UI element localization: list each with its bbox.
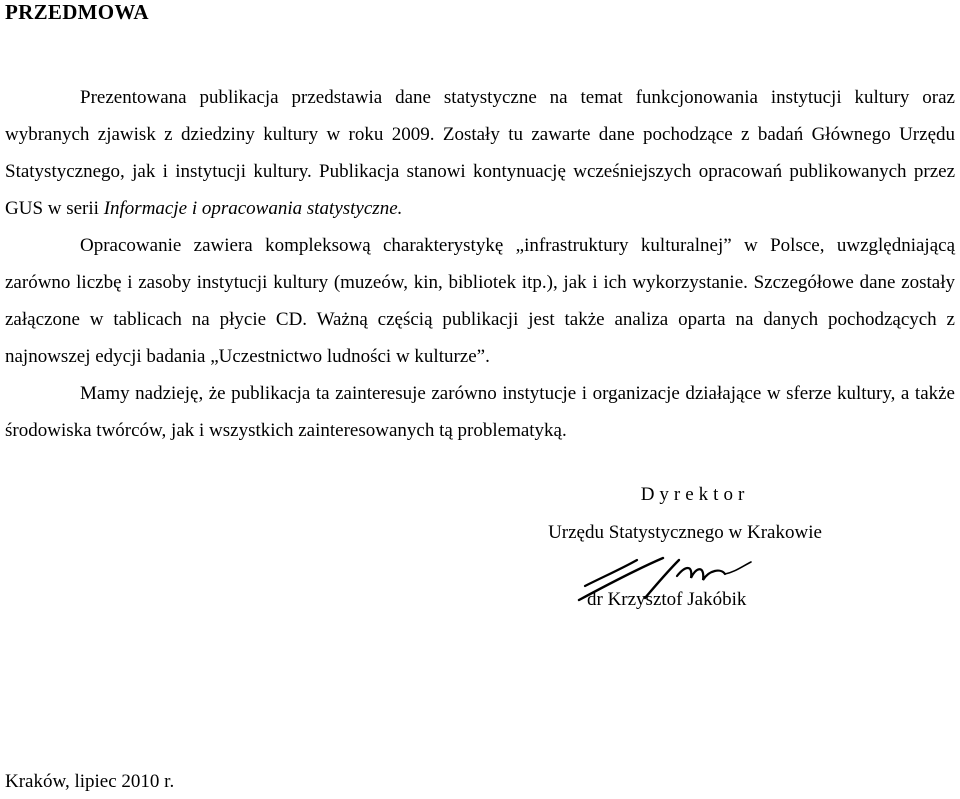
paragraph-2-text: Opracowanie zawiera kompleksową charakterystykę „infrastruktury kulturalnej” w Polsce, uwzględniającą zarówno liczbę i zasoby instytucji kultury (muzeów, kin, bibliotek itp.), jak i ich wykorzystanie. Szczegółowe dane zostały załączone w tablicach na płycie CD. Ważną częścią publikacji jest także analiza oparta na danych pochodzących z najnowszej edycji badania „Uczestnictwo ludności w kulturze”. (5, 235, 955, 367)
page-title: PRZEDMOWA (5, 0, 149, 24)
paragraph-2 (5, 227, 955, 375)
signature-title: Dyrektor (640, 484, 750, 505)
signature-office: Urzędu Statystycznego w Krakowie (548, 522, 822, 543)
signature-name: dr Krzysztof Jakóbik (587, 589, 747, 610)
paragraph-3-text: Mamy nadzieję, że publikacja ta zainteresuje zarówno instytucje i organizacje działające w sferze kultury, a także środowiska twórców, jak i wszystkich zainteresowanych tą problematyką. (5, 383, 955, 441)
signature-block (520, 480, 850, 610)
preface-body (5, 79, 955, 449)
series-title: Informacje i opracowania statystyczne. (103, 198, 403, 219)
paragraph-3 (5, 375, 955, 449)
paragraph-1 (5, 79, 955, 227)
place-date: Kraków, lipiec 2010 r. (5, 771, 175, 792)
paragraph-1-text: Prezentowana publikacja przedstawia dane statystyczne na temat funkcjonowania instytucji kultury oraz wybranych zjawisk z dziedziny kultury w roku 2009. Zostały tu zawarte dane pochodzące z badań Głównego Urzędu Statystycznego, jak i instytucji kultury. Publikacja stanowi kontynuację wcześniejszych opracowań publikowanych przez GUS w serii (5, 87, 955, 219)
